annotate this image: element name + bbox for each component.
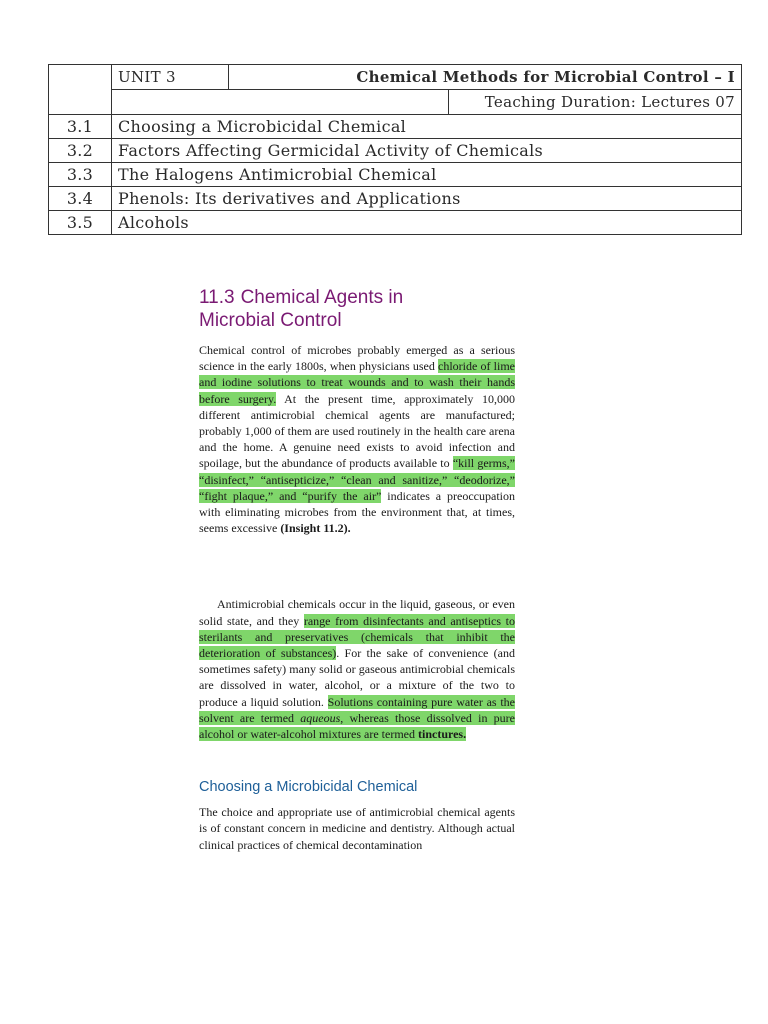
term-tinctures: tinctures.: [418, 727, 467, 742]
topic-number: 3.4: [49, 187, 112, 211]
highlighted-text: range from disinfectants and antiseptics to sterilants and preservatives (chemicals that inhibit the deterioration of substances): [199, 613, 515, 661]
topic-row: [49, 139, 742, 163]
unit-outline-table: [48, 64, 742, 235]
insight-reference: (Insight 11.2).: [280, 521, 351, 536]
unit-duration-row: [49, 90, 742, 115]
topic-title: The Halogens Antimicrobial Chemical: [112, 163, 742, 187]
topic-row: [49, 211, 742, 235]
paragraph-intro: [199, 342, 515, 536]
topic-row: [49, 115, 742, 139]
topic-title: Factors Affecting Germicidal Activity of Chemicals: [112, 139, 742, 163]
paragraph-choosing: The choice and appropriate use of antimicrobial chemical agents is of constant concern in medicine and dentistry. Although actual clinical practices of chemical decontamination: [199, 805, 515, 852]
teaching-duration: Teaching Duration: Lectures 07: [449, 90, 742, 115]
text-run: Solutions containing pure water as the solvent are termed: [199, 694, 515, 725]
subsection-heading: Choosing a Microbicidal Chemical: [199, 779, 418, 796]
term-aqueous: aqueous: [300, 710, 341, 725]
unit-empty-cell: [49, 65, 112, 115]
topic-title: Phenols: Its derivatives and Applications: [112, 187, 742, 211]
text-run: At the present time, approximately 10,000 different antimicrobial chemical agents are manufactured; probably 1,000 of them are used routinely in the health care arena and the home. A genuine need exists to avoid infection and spoilage, but the abundance of products available to: [199, 391, 515, 471]
article-body: [199, 286, 515, 853]
topic-title: Choosing a Microbicidal Chemical: [112, 115, 742, 139]
topic-row: [49, 163, 742, 187]
section-number: 11.3: [199, 287, 235, 308]
unit-label: UNIT 3: [112, 65, 229, 90]
unit-duration-spacer: [112, 90, 449, 115]
topic-row: [49, 187, 742, 211]
topic-title: Alcohols: [112, 211, 742, 235]
section-title-line2: Microbial Control: [199, 310, 342, 331]
paragraph-states: [199, 596, 515, 742]
highlighted-text: chloride of lime and iodine solutions to treat wounds and to wash their hands before surgery.: [199, 359, 516, 406]
section-heading: [199, 286, 515, 332]
text-run: Chemical control of microbes probably emerged as a serious science in the early 1800s, when physicians used: [199, 343, 515, 374]
topic-number: 3.2: [49, 139, 112, 163]
topic-number: 3.1: [49, 115, 112, 139]
text-run: indicates a preoccupation with eliminating microbes from the environment that, at times, seems excessive: [199, 488, 515, 536]
highlighted-text: “kill germs,” “disinfect,” “antisepticize,” “clean and sanitize,” “deodorize,” “fight plaque,” and “purify the air”: [199, 456, 515, 503]
section-title-line1: Chemical Agents in: [240, 287, 404, 308]
topic-number: 3.5: [49, 211, 112, 235]
unit-title: Chemical Methods for Microbial Control – I: [229, 65, 742, 90]
text-run: . For the sake of convenience (and sometimes safety) many solid or gaseous antimicrobial chemicals are dissolved in water, alcohol, or a mixture of the two to produce a liquid solution.: [199, 646, 515, 709]
unit-header-row: [49, 65, 742, 90]
topic-number: 3.3: [49, 163, 112, 187]
text-run: , whereas those dissolved in pure alcohol or water-alcohol mixtures are termed: [199, 710, 515, 742]
text-run: Antimicrobial chemicals occur in the liquid, gaseous, or even solid state, and they: [199, 597, 515, 628]
